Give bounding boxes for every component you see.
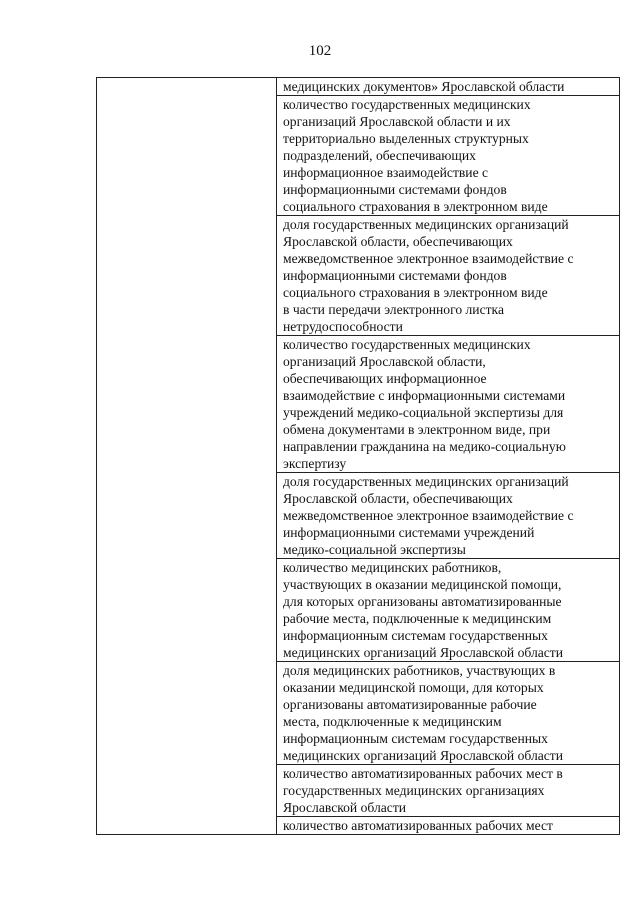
cell-line: организаций Ярославской области и их [283,114,511,129]
cell-line: рабочие места, подключенные к медицинским [283,611,552,626]
table-row [97,78,620,96]
cell-line: информационным системам государственных [283,628,548,643]
page-number: 102 [308,43,332,59]
cell-line: медицинских документов» Ярославской области [283,79,565,94]
indicator-cell [277,559,620,662]
cell-line: в части передачи электронного листка [283,302,504,317]
left-empty-column [97,78,277,835]
indicator-cell [277,216,620,336]
cell-line: Ярославской области, обеспечивающих [283,491,513,506]
cell-line: медицинских организаций Ярославской области [283,645,564,660]
cell-line: социального страхования в электронном виде [283,199,548,214]
cell-line: информационное взаимодействие с [283,165,489,180]
cell-line: межведомственное электронное взаимодействие с [283,251,574,266]
indicator-cell [277,96,620,216]
cell-line: обмена документами в электронном виде, при [283,422,551,437]
cell-line: медико-социальной экспертизы [283,542,466,557]
cell-line: Ярославской области [283,800,407,815]
cell-line: оказании медицинской помощи, для которых [283,680,544,695]
cell-line: доля государственных медицинских организаций [283,217,569,232]
cell-line: нетрудоспособности [283,319,403,334]
cell-line: учреждений медико-социальной экспертизы для [283,405,564,420]
cell-line: участвующих в оказании медицинской помощи, [283,577,562,592]
cell-line: количество государственных медицинских [283,97,531,112]
cell-line: обеспечивающих информационное [283,371,487,386]
cell-line: информационным системам государственных [283,731,548,746]
cell-line: места, подключенные к медицинским [283,714,502,729]
cell-line: организованы автоматизированные рабочие [283,697,537,712]
cell-line: количество государственных медицинских [283,337,531,352]
indicator-cell [277,817,620,835]
cell-line: доля государственных медицинских организаций [283,474,569,489]
cell-line: количество медицинских работников, [283,560,502,575]
cell-line: количество автоматизированных рабочих мест в [283,766,563,781]
cell-line: информационными системами фондов [283,182,507,197]
cell-line: межведомственное электронное взаимодействие с [283,508,574,523]
cell-line: направлении гражданина на медико-социальную [283,439,566,454]
cell-line: взаимодействие с информационными системами [283,388,566,403]
indicator-cell [277,78,620,96]
cell-line: для которых организованы автоматизированные [283,594,562,609]
indicator-cell [277,473,620,559]
cell-line: организаций Ярославской области, [283,354,486,369]
cell-line: Ярославской области, обеспечивающих [283,234,513,249]
cell-line: количество автоматизированных рабочих мест [283,818,553,833]
cell-line: информационными системами фондов [283,268,507,283]
indicator-cell [277,662,620,765]
cell-line: государственных медицинских организациях [283,783,545,798]
cell-line: подразделений, обеспечивающих [283,148,476,163]
indicator-cell [277,336,620,473]
cell-line: социального страхования в электронном виде [283,285,548,300]
cell-line: медицинских организаций Ярославской области [283,748,564,763]
cell-line: территориально выделенных структурных [283,131,529,146]
indicators-table [96,77,620,835]
indicator-cell [277,765,620,817]
cell-line: доля медицинских работников, участвующих в [283,663,556,678]
cell-line: информационными системами учреждений [283,525,535,540]
cell-line: экспертизу [283,456,347,471]
